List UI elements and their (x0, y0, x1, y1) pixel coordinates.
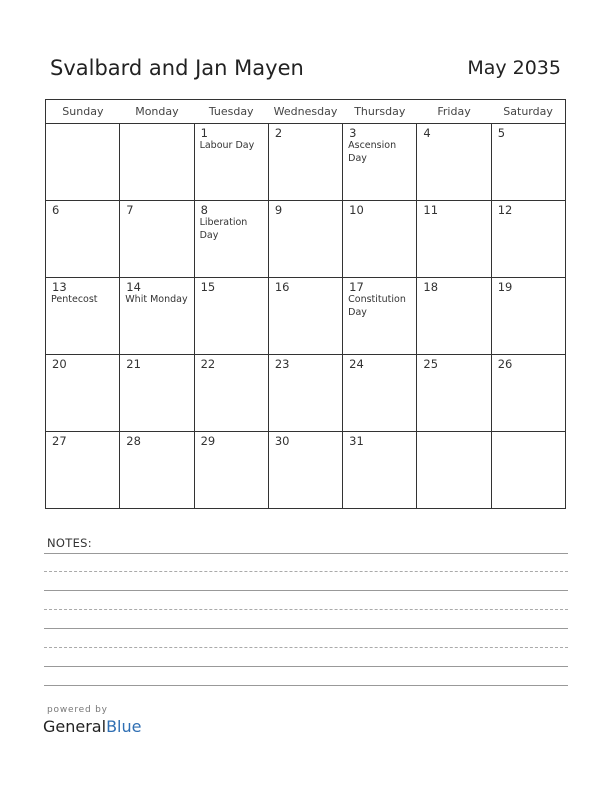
day-number: 21 (126, 357, 141, 371)
weekday-header: Saturday (491, 100, 565, 124)
notes-line (44, 647, 568, 648)
calendar-week-row (46, 432, 566, 509)
calendar-day-cell (194, 278, 268, 355)
day-number: 1 (200, 126, 208, 140)
day-number: 7 (126, 203, 134, 217)
day-number: 12 (497, 203, 513, 217)
notes-line (44, 685, 568, 686)
calendar-day-cell (268, 201, 342, 278)
calendar-day-cell (46, 355, 120, 432)
day-number: 24 (349, 357, 364, 371)
notes-label: NOTES: (47, 536, 92, 550)
calendar-day-cell (46, 432, 120, 509)
calendar-day-cell (343, 124, 417, 201)
calendar-week-row (46, 355, 566, 432)
calendar-day-cell (491, 432, 565, 509)
calendar-day-cell (194, 124, 268, 201)
holiday-label: Liberation Day (199, 217, 248, 241)
notes-line (44, 666, 568, 667)
day-number: 29 (200, 434, 216, 448)
day-number: 9 (274, 203, 283, 217)
day-number: 14 (126, 280, 141, 294)
day-number: 30 (274, 434, 290, 448)
calendar-day-cell (120, 355, 194, 432)
calendar-day-cell (343, 278, 417, 355)
calendar-day-cell (194, 355, 268, 432)
day-number: 20 (52, 357, 67, 371)
calendar-grid (45, 99, 566, 509)
calendar-day-cell (491, 201, 565, 278)
day-number: 11 (423, 203, 439, 217)
weekday-header: Wednesday (268, 100, 342, 124)
day-number: 13 (52, 280, 67, 294)
day-number: 28 (126, 434, 141, 448)
day-number: 19 (497, 280, 513, 294)
calendar-day-cell (120, 201, 194, 278)
day-number: 6 (52, 203, 60, 217)
calendar-day-cell (491, 124, 565, 201)
notes-line (44, 571, 568, 572)
day-number: 23 (274, 357, 290, 371)
calendar-day-cell (120, 124, 194, 201)
calendar-day-cell (343, 201, 417, 278)
calendar-day-cell (491, 278, 565, 355)
holiday-label: Labour Day (199, 140, 255, 151)
calendar-day-cell (268, 432, 342, 509)
calendar-week-row (46, 201, 566, 278)
weekday-header-row (46, 100, 566, 124)
holiday-label: Ascension Day (348, 140, 397, 164)
logo-text-general: General (43, 717, 107, 736)
weekday-header: Monday (120, 100, 194, 124)
notes-line (44, 553, 568, 554)
calendar-day-cell (417, 201, 491, 278)
calendar-day-cell (417, 278, 491, 355)
powered-by-text: powered by (47, 705, 108, 715)
day-number: 15 (200, 280, 216, 294)
calendar-day-cell (417, 432, 491, 509)
calendar-day-cell (343, 432, 417, 509)
calendar-day-cell (491, 355, 565, 432)
weekday-header: Tuesday (194, 100, 268, 124)
weekday-header: Sunday (46, 100, 120, 124)
calendar-day-cell (120, 432, 194, 509)
calendar-day-cell (417, 355, 491, 432)
day-number: 10 (349, 203, 364, 217)
calendar-day-cell (268, 278, 342, 355)
day-number: 26 (497, 357, 513, 371)
day-number: 8 (200, 203, 208, 217)
calendar-country-title: Svalbard and Jan Mayen (50, 56, 304, 80)
day-number: 18 (423, 280, 439, 294)
day-number: 31 (349, 434, 364, 448)
calendar-day-cell (46, 278, 120, 355)
calendar-day-cell (194, 432, 268, 509)
calendar-month-title: May 2035 (467, 57, 561, 79)
generalblue-logo (43, 717, 141, 736)
calendar-day-cell (343, 355, 417, 432)
calendar-day-cell (268, 355, 342, 432)
calendar-day-cell (417, 124, 491, 201)
day-number: 4 (423, 126, 431, 140)
calendar-week-row (46, 124, 566, 201)
notes-line (44, 609, 568, 610)
calendar-day-cell (46, 124, 120, 201)
day-number: 27 (52, 434, 67, 448)
weekday-header: Friday (417, 100, 491, 124)
notes-line (44, 628, 568, 629)
day-number: 22 (200, 357, 216, 371)
calendar-day-cell (46, 201, 120, 278)
holiday-label: Constitution Day (348, 294, 406, 318)
calendar-week-row (46, 278, 566, 355)
calendar-day-cell (120, 278, 194, 355)
day-number: 5 (497, 126, 506, 140)
day-number: 17 (349, 280, 364, 294)
weekday-header: Thursday (343, 100, 417, 124)
logo-text-blue: Blue (106, 717, 142, 736)
day-number: 3 (349, 126, 357, 140)
day-number: 16 (274, 280, 290, 294)
holiday-label: Pentecost (51, 294, 98, 305)
calendar-day-cell (194, 201, 268, 278)
notes-line (44, 590, 568, 591)
calendar-day-cell (268, 124, 342, 201)
holiday-label: Whit Monday (125, 294, 188, 305)
day-number: 25 (423, 357, 439, 371)
day-number: 2 (274, 126, 283, 140)
